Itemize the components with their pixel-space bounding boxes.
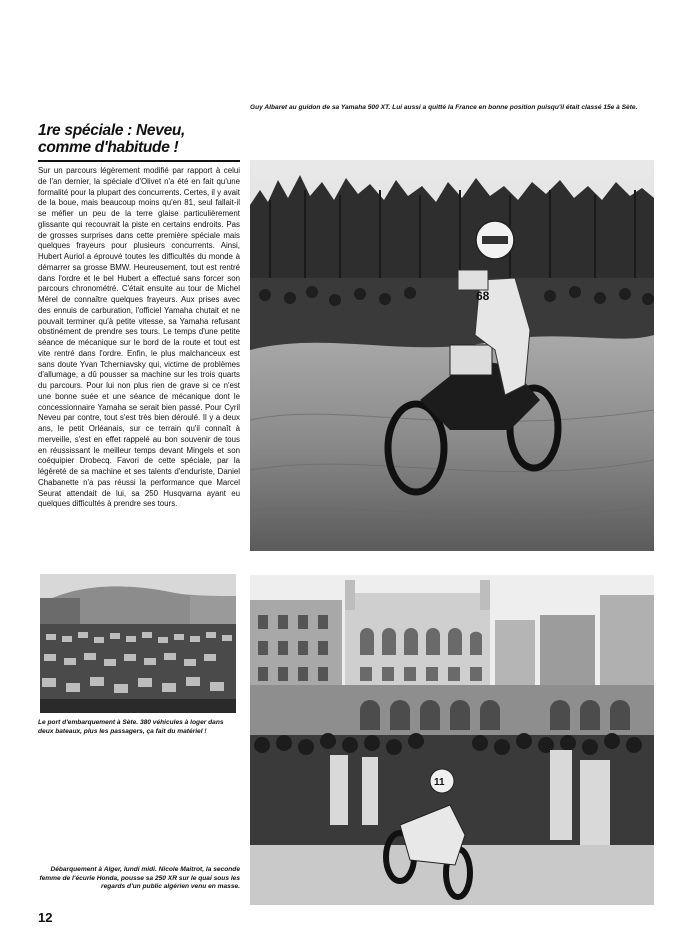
article-title	[38, 122, 243, 156]
page-number: 12	[38, 910, 53, 925]
title-rule	[38, 160, 240, 162]
photo-caption-port: Le port d'embarquement à Sète. 380 véhicules à loger dans deux bateaux, plus les passagers, ça fait du matériel !	[38, 719, 224, 735]
alger-plate-number: 11	[434, 777, 445, 788]
photo-debarquement-alger	[250, 575, 654, 905]
article-title-line-2: comme d'habitude !	[38, 139, 179, 156]
article-body: Sur un parcours légèrement modifié par rapport à celui de l'an dernier, la spéciale d'Olivet n'a été en fait qu'une formalité pour la plupart des concurrents. Certes, il y avait de la boue, mais beaucoup moins qu'en 81, seul fallait-il se méfier un peu de la terre glaise particulièrement glissante qui recouvrait la piste en certains endroits. Pas de grosses surprises dans cette première spéciale mais quelques frayeurs pour plusieurs concurrents. Ainsi, Hubert Auriol a éprouvé toutes les difficultés du monde à démarrer sa grosse BMW. Heureusement, tout est rentré dans l'ordre et le bel Hubert a effectué sans forcer son parcours chronométré. C'était ensuite au tour de Michel Mérel de connaître quelques frayeurs. Aux prises avec des ennuis de carburation, l'officiel Yamaha chutait et ne pouvait terminer qu'à petite vitesse, sa Yamaha refusant obstinément de prendre ses tours. Le temps d'une petite séance de mécanique sur le bord de la route et tout est vite rentré dans l'ordre. Enfin, le plus malchanceux est sans doute Yvan Tcherniavsky qui, victime de problèmes d'allumage, a dû pousser sa machine sur les trois quarts du parcours. Pour lui non plus rien de grave si ce n'est une bonne suée et une séance de mécanique dont le concessionnaire Yamaha se serait bien passé. Pour Cyril Neveu par contre, tout s'est très bien déroulé. Il y a deux ans, le petit Orléanais, sur ce terrain qu'il connaît à merveille, s'est en effet rappelé au bon souvenir de tous en réussissant le meilleur temps devant Mingels et son coéquipier Drobecq. Favori de cette spéciale, par la légèreté de sa machine et ses talents d'enduriste, Daniel Chabanette n'a pas réussi la performance que Marcel Seurat attendait de lui, sa 250 Husqvarna ayant eu quelques difficultés à prendre ses tours.	[38, 166, 240, 509]
photo-port-sete	[40, 574, 236, 713]
photo-caption-alger: Débarquement à Alger, lundi midi. Nicole Maitrot, la seconde femme de l'écurie Honda, pousse sa 250 XR sur le quai sous les regards d'un public algérien venu en masse.	[39, 866, 240, 891]
photo-caption-albaret: Guy Albaret au guidon de sa Yamaha 500 XT. Lui aussi a quitté la France en bonne position puisqu'il était classé 15e à Sète.	[250, 104, 638, 111]
photo-rider-yamaha	[250, 160, 654, 551]
article-title-line-1: 1re spéciale : Neveu,	[38, 122, 186, 139]
rider-plate-number: 68	[476, 289, 490, 303]
